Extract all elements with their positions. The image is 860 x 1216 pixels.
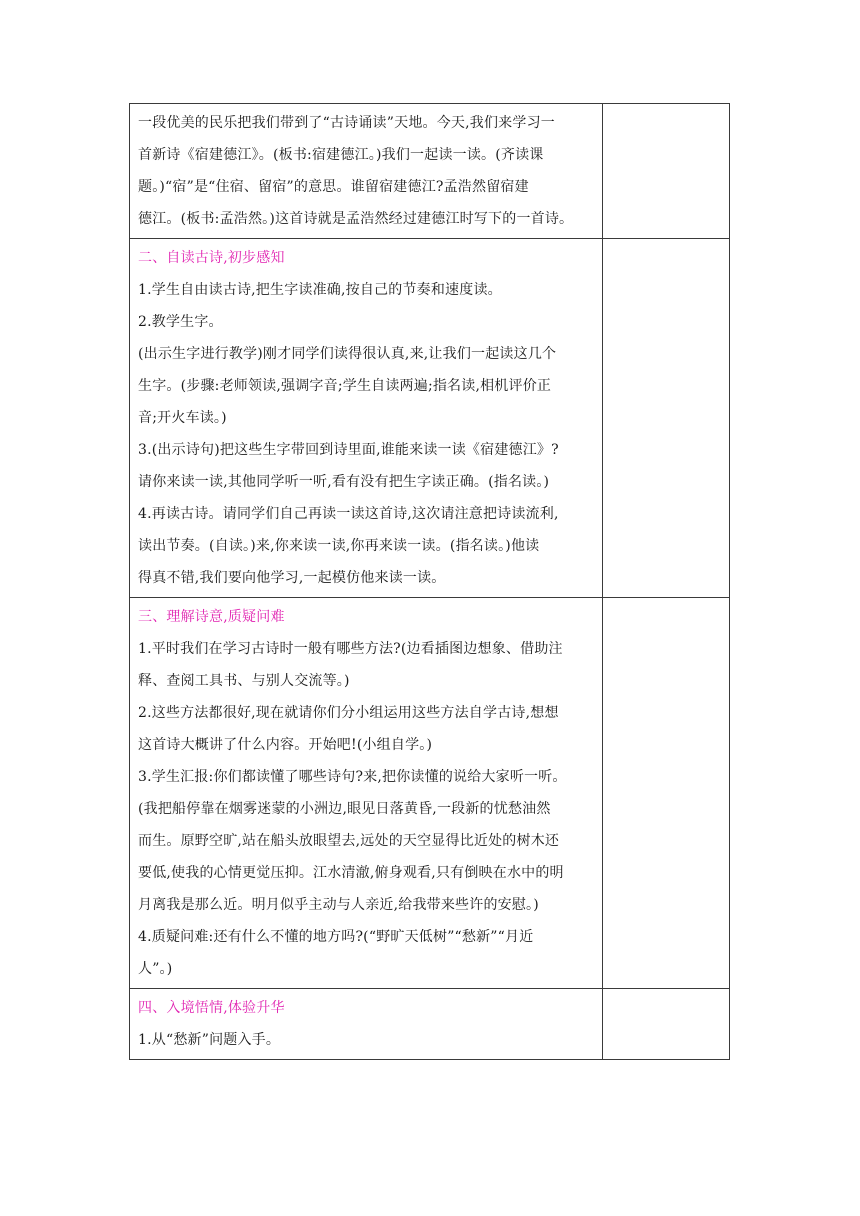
text-line: 生字。(步骤:老师领读,强调字音;学生自读两遍;指名读,相机评价正	[138, 378, 552, 394]
text-line: 3.学生汇报:你们都读懂了哪些诗句?来,把你读懂的说给大家听一听。	[138, 769, 567, 785]
text-line: 得真不错,我们要向他学习,一起模仿他来读一读。	[138, 570, 446, 586]
text-line: (出示生字进行教学)刚才同学们读得很认真,来,让我们一起读这几个	[138, 346, 557, 362]
note-cell	[602, 989, 729, 1060]
text-line: 要低,使我的心情更觉压抑。江水清澈,俯身观看,只有倒映在水中的明	[138, 865, 564, 881]
text-line: 请你来读一读,其他同学听一听,看有没有把生字读正确。(指名读。)	[138, 474, 550, 490]
text-line: 人”。)	[138, 961, 173, 977]
note-cell	[602, 104, 729, 239]
text-line: 读出节奏。(自读。)来,你来读一读,你再来读一读。(指名读。)他读	[138, 538, 540, 554]
note-cell	[602, 598, 729, 989]
lesson-plan-table	[129, 103, 730, 1060]
text-line: 德江。(板书:孟浩然。)这首诗就是孟浩然经过建德江时写下的一首诗。	[138, 211, 574, 227]
content-cell	[130, 239, 603, 598]
section-heading: 二、自读古诗,初步感知	[138, 250, 285, 266]
content-cell	[130, 598, 603, 989]
content-cell	[130, 104, 603, 239]
section-heading: 三、理解诗意,质疑问难	[138, 609, 285, 625]
text-line: 2.这些方法都很好,现在就请你们分小组运用这些方法自学古诗,想想	[138, 705, 559, 721]
text-line: 2.教学生字。	[138, 314, 223, 330]
table-row	[130, 598, 730, 989]
text-line: 首新诗《宿建德江》。(板书:宿建德江。)我们一起读一读。(齐读课	[138, 147, 544, 163]
text-line: 这首诗大概讲了什么内容。开始吧!(小组自学。)	[138, 737, 433, 753]
text-line: 1.学生自由读古诗,把生字读准确,按自己的节奏和速度读。	[138, 282, 502, 298]
text-line: 1.平时我们在学习古诗时一般有哪些方法?(边看插图边想象、借助注	[138, 641, 563, 657]
table-row	[130, 239, 730, 598]
text-line: 释、查阅工具书、与别人交流等。)	[138, 673, 350, 689]
text-line: 而生。原野空旷,站在船头放眼望去,远处的天空显得比近处的树木还	[138, 833, 560, 849]
note-cell	[602, 239, 729, 598]
text-line: 1.从“愁新”问题入手。	[138, 1032, 281, 1048]
text-line: (我把船停靠在烟雾迷蒙的小洲边,眼见日落黄昏,一段新的忧愁油然	[138, 801, 551, 817]
text-line: 题。)“宿”是“住宿、留宿”的意思。谁留宿建德江?孟浩然留宿建	[138, 179, 529, 195]
content-cell	[130, 989, 603, 1060]
text-line: 4.质疑问难:还有什么不懂的地方吗?(“野旷天低树”“愁新”“月近	[138, 929, 534, 945]
text-line: 月离我是那么近。明月似乎主动与人亲近,给我带来些许的安慰。)	[138, 897, 539, 913]
text-line: 一段优美的民乐把我们带到了“古诗诵读”天地。今天,我们来学习一	[138, 115, 555, 131]
section-heading: 四、入境悟情,体验升华	[138, 1000, 285, 1016]
text-line: 音;开火车读。)	[138, 410, 227, 426]
text-line: 3.(出示诗句)把这些生字带回到诗里面,谁能来读一读《宿建德江》?	[138, 442, 559, 458]
table-row	[130, 104, 730, 239]
text-line: 4.再读古诗。请同学们自己再读一读这首诗,这次请注意把诗读流利,	[138, 506, 559, 522]
table-row	[130, 989, 730, 1060]
